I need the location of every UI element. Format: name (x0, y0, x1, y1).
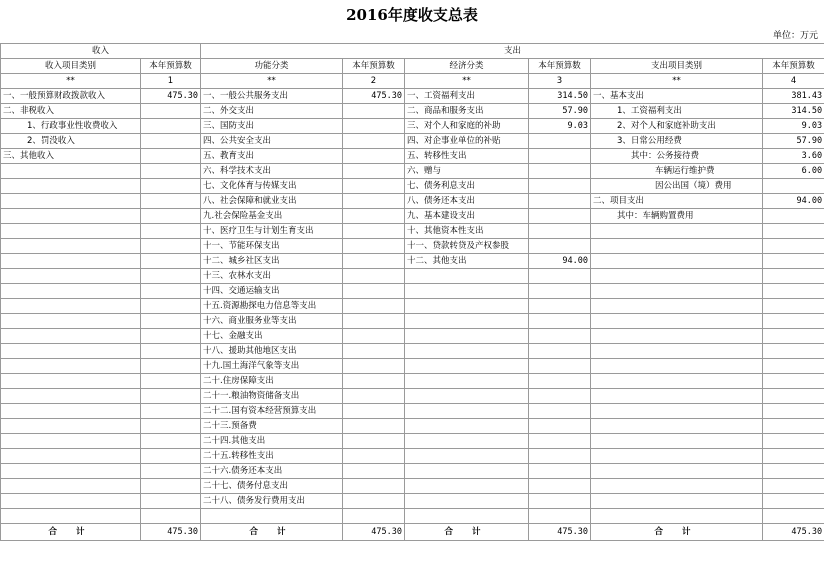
col-func-budget[interactable]: 本年预算数 (343, 59, 405, 74)
budget-cell[interactable] (141, 389, 201, 404)
table-row (1, 449, 824, 464)
category-cell[interactable] (1, 449, 141, 464)
budget-table (0, 43, 824, 541)
budget-cell[interactable] (529, 269, 591, 284)
budget-cell[interactable]: 475.30 (343, 89, 405, 104)
table-row (1, 434, 824, 449)
page-title: 2016年度收支总表 (346, 6, 478, 24)
category-cell[interactable] (1, 479, 141, 494)
budget-cell[interactable] (529, 449, 591, 464)
category-cell[interactable]: 十、医疗卫生与计划生育支出 (201, 224, 343, 239)
budget-cell[interactable] (343, 404, 405, 419)
category-cell[interactable]: 其中：车辆购置费用 (591, 209, 763, 224)
budget-cell[interactable] (763, 464, 824, 479)
category-cell[interactable]: 一、一般预算财政拨款收入 (1, 89, 141, 104)
budget-cell[interactable] (343, 254, 405, 269)
budget-cell[interactable] (141, 254, 201, 269)
budget-cell[interactable] (343, 464, 405, 479)
index-cell[interactable]: ** (591, 74, 763, 89)
category-cell[interactable] (405, 344, 529, 359)
category-cell[interactable] (591, 329, 763, 344)
budget-cell[interactable] (529, 344, 591, 359)
budget-cell[interactable] (529, 314, 591, 329)
budget-cell[interactable] (343, 419, 405, 434)
total-value[interactable]: 475.30 (343, 524, 405, 541)
budget-cell[interactable] (763, 479, 824, 494)
category-cell[interactable] (405, 494, 529, 509)
budget-cell[interactable] (141, 419, 201, 434)
total-label[interactable]: 合 计 (1, 524, 141, 541)
category-cell[interactable] (405, 449, 529, 464)
total-row (1, 524, 824, 541)
category-cell[interactable] (1, 254, 141, 269)
col-econ[interactable]: 经济分类 (405, 59, 529, 74)
table-row (1, 299, 824, 314)
table-row (1, 194, 824, 209)
budget-cell[interactable] (343, 224, 405, 239)
budget-cell[interactable] (529, 359, 591, 374)
budget-cell[interactable] (343, 164, 405, 179)
budget-cell[interactable] (763, 494, 824, 509)
category-cell[interactable] (591, 224, 763, 239)
category-cell[interactable] (1, 389, 141, 404)
budget-cell[interactable] (343, 389, 405, 404)
index-cell[interactable]: ** (1, 74, 141, 89)
budget-cell[interactable] (343, 179, 405, 194)
budget-cell[interactable] (529, 209, 591, 224)
budget-cell[interactable] (763, 299, 824, 314)
category-cell[interactable] (405, 479, 529, 494)
budget-cell[interactable] (141, 434, 201, 449)
index-cell[interactable]: 3 (529, 74, 591, 89)
total-label[interactable]: 合 计 (201, 524, 343, 541)
category-cell[interactable]: 八、债务还本支出 (405, 194, 529, 209)
budget-cell[interactable] (529, 374, 591, 389)
category-cell[interactable]: 二十七、债务付息支出 (201, 479, 343, 494)
budget-cell[interactable] (343, 119, 405, 134)
budget-cell[interactable] (529, 464, 591, 479)
category-cell[interactable] (405, 299, 529, 314)
total-value[interactable]: 475.30 (141, 524, 201, 541)
budget-cell[interactable] (343, 149, 405, 164)
category-cell[interactable]: 三、其他收入 (1, 149, 141, 164)
budget-cell[interactable] (529, 479, 591, 494)
budget-cell[interactable] (529, 404, 591, 419)
budget-cell[interactable] (141, 239, 201, 254)
budget-cell[interactable] (141, 134, 201, 149)
category-cell[interactable]: 二十六.债务还本支出 (201, 464, 343, 479)
category-cell[interactable]: 三、对个人和家庭的补助 (405, 119, 529, 134)
category-cell[interactable]: 十六、商业服务业等支出 (201, 314, 343, 329)
category-cell[interactable]: 四、对企事业单位的补贴 (405, 134, 529, 149)
category-cell[interactable] (1, 509, 141, 524)
category-cell[interactable] (1, 374, 141, 389)
col-exp-budget[interactable]: 本年预算数 (763, 59, 824, 74)
table-row (1, 239, 824, 254)
budget-cell[interactable] (763, 434, 824, 449)
table-row (1, 314, 824, 329)
category-cell[interactable]: 六、科学技术支出 (201, 164, 343, 179)
budget-cell[interactable] (763, 179, 824, 194)
category-cell[interactable] (591, 494, 763, 509)
budget-cell[interactable] (763, 389, 824, 404)
category-cell[interactable] (591, 314, 763, 329)
category-cell[interactable]: 七、债务利息支出 (405, 179, 529, 194)
category-cell[interactable]: 十五.资源勘探电力信息等支出 (201, 299, 343, 314)
budget-cell[interactable] (763, 449, 824, 464)
budget-cell[interactable] (141, 179, 201, 194)
budget-cell[interactable] (343, 359, 405, 374)
budget-cell[interactable] (343, 209, 405, 224)
budget-cell[interactable] (141, 374, 201, 389)
table-row (1, 359, 824, 374)
category-cell[interactable] (1, 434, 141, 449)
category-cell[interactable] (1, 314, 141, 329)
category-cell[interactable]: 二、非税收入 (1, 104, 141, 119)
category-cell[interactable] (1, 404, 141, 419)
category-cell[interactable]: 1、工资福利支出 (591, 104, 763, 119)
table-row (1, 344, 824, 359)
budget-cell[interactable] (529, 509, 591, 524)
budget-cell[interactable] (529, 179, 591, 194)
table-row (1, 119, 824, 134)
budget-cell[interactable] (763, 344, 824, 359)
budget-cell[interactable] (343, 269, 405, 284)
table-row (1, 509, 824, 524)
index-row (1, 74, 824, 89)
budget-cell[interactable] (141, 104, 201, 119)
budget-cell[interactable] (763, 314, 824, 329)
category-cell[interactable]: 十二、城乡社区支出 (201, 254, 343, 269)
category-cell[interactable]: 2、对个人和家庭补助支出 (591, 119, 763, 134)
category-cell[interactable] (1, 269, 141, 284)
budget-cell[interactable] (343, 374, 405, 389)
budget-cell[interactable] (141, 479, 201, 494)
category-cell[interactable]: 一、基本支出 (591, 89, 763, 104)
budget-cell[interactable] (141, 299, 201, 314)
budget-cell[interactable] (529, 134, 591, 149)
budget-cell[interactable] (141, 224, 201, 239)
category-cell[interactable] (1, 284, 141, 299)
budget-cell[interactable] (141, 464, 201, 479)
category-cell[interactable]: 十一、贷款转贷及产权参股 (405, 239, 529, 254)
index-cell[interactable]: ** (405, 74, 529, 89)
category-cell[interactable] (591, 434, 763, 449)
category-cell[interactable] (201, 509, 343, 524)
category-cell[interactable] (591, 509, 763, 524)
index-cell[interactable]: 2 (343, 74, 405, 89)
category-cell[interactable]: 六、赠与 (405, 164, 529, 179)
income-header[interactable]: 收入 (1, 44, 201, 59)
budget-cell[interactable] (343, 104, 405, 119)
total-value[interactable]: 475.30 (763, 524, 824, 541)
category-cell[interactable] (405, 374, 529, 389)
table-row (1, 374, 824, 389)
category-cell[interactable]: 五、教育支出 (201, 149, 343, 164)
category-cell[interactable]: 一、一般公共服务支出 (201, 89, 343, 104)
budget-cell[interactable] (141, 164, 201, 179)
budget-cell[interactable] (141, 314, 201, 329)
budget-cell[interactable] (763, 224, 824, 239)
category-cell[interactable] (1, 344, 141, 359)
table-row (1, 104, 824, 119)
budget-cell[interactable]: 314.50 (529, 89, 591, 104)
budget-cell[interactable] (763, 419, 824, 434)
budget-cell[interactable]: 475.30 (141, 89, 201, 104)
section-header-row (1, 44, 824, 59)
budget-cell[interactable] (763, 254, 824, 269)
budget-cell[interactable] (529, 284, 591, 299)
category-cell[interactable] (405, 419, 529, 434)
category-cell[interactable]: 2、罚没收入 (1, 134, 141, 149)
table-row (1, 284, 824, 299)
table-row (1, 464, 824, 479)
category-cell[interactable] (1, 419, 141, 434)
category-cell[interactable] (1, 209, 141, 224)
category-cell[interactable] (1, 494, 141, 509)
col-income-cat[interactable]: 收入项目类别 (1, 59, 141, 74)
total-label[interactable]: 合 计 (591, 524, 763, 541)
table-row (1, 494, 824, 509)
table-row (1, 89, 824, 104)
budget-cell[interactable] (763, 509, 824, 524)
category-cell[interactable] (591, 464, 763, 479)
category-cell[interactable]: 十三、农林水支出 (201, 269, 343, 284)
budget-cell[interactable] (343, 494, 405, 509)
category-cell[interactable] (1, 164, 141, 179)
budget-cell[interactable] (343, 434, 405, 449)
category-cell[interactable]: 1、行政事业性收费收入 (1, 119, 141, 134)
category-cell[interactable] (405, 284, 529, 299)
index-cell[interactable]: 4 (763, 74, 824, 89)
budget-cell[interactable] (763, 284, 824, 299)
budget-cell[interactable]: 9.03 (763, 119, 824, 134)
column-header-row (1, 59, 824, 74)
budget-cell[interactable] (141, 404, 201, 419)
budget-cell[interactable] (343, 239, 405, 254)
category-cell[interactable]: 十、其他资本性支出 (405, 224, 529, 239)
budget-cell[interactable] (141, 359, 201, 374)
category-cell[interactable] (591, 254, 763, 269)
category-cell[interactable] (405, 329, 529, 344)
budget-cell[interactable] (141, 269, 201, 284)
budget-cell[interactable] (763, 359, 824, 374)
table-row (1, 329, 824, 344)
budget-cell[interactable] (343, 449, 405, 464)
category-cell[interactable] (591, 299, 763, 314)
budget-cell[interactable] (763, 239, 824, 254)
table-row (1, 404, 824, 419)
unit-label: 单位：万元 (772, 31, 818, 41)
budget-cell[interactable] (343, 299, 405, 314)
category-cell[interactable]: 一、工资福利支出 (405, 89, 529, 104)
table-row (1, 389, 824, 404)
budget-cell[interactable] (529, 329, 591, 344)
category-cell[interactable]: 二十.住房保障支出 (201, 374, 343, 389)
index-cell[interactable]: 1 (141, 74, 201, 89)
budget-cell[interactable] (141, 209, 201, 224)
budget-cell[interactable]: 314.50 (763, 104, 824, 119)
category-cell[interactable]: 3、日常公用经费 (591, 134, 763, 149)
col-func[interactable]: 功能分类 (201, 59, 343, 74)
category-cell[interactable] (591, 359, 763, 374)
budget-cell[interactable] (529, 434, 591, 449)
budget-cell[interactable] (343, 479, 405, 494)
category-cell[interactable]: 二、外交支出 (201, 104, 343, 119)
table-row (1, 224, 824, 239)
category-cell[interactable] (405, 389, 529, 404)
budget-cell[interactable] (343, 314, 405, 329)
category-cell[interactable]: 二十二.国有资本经营预算支出 (201, 404, 343, 419)
budget-cell[interactable] (141, 149, 201, 164)
col-econ-budget[interactable]: 本年预算数 (529, 59, 591, 74)
table-row (1, 254, 824, 269)
category-cell[interactable]: 因公出国（境）费用 (591, 179, 763, 194)
table-row (1, 269, 824, 284)
table-row (1, 209, 824, 224)
budget-cell[interactable]: 381.43 (763, 89, 824, 104)
budget-cell[interactable] (141, 344, 201, 359)
budget-cell[interactable]: 57.90 (529, 104, 591, 119)
budget-cell[interactable] (343, 509, 405, 524)
budget-cell[interactable] (343, 284, 405, 299)
budget-cell[interactable] (529, 149, 591, 164)
category-cell[interactable]: 十四、交通运输支出 (201, 284, 343, 299)
category-cell[interactable]: 十二、其他支出 (405, 254, 529, 269)
category-cell[interactable] (591, 269, 763, 284)
budget-cell[interactable] (343, 344, 405, 359)
table-row (1, 164, 824, 179)
category-cell[interactable]: 九.社会保险基金支出 (201, 209, 343, 224)
budget-cell[interactable] (141, 119, 201, 134)
category-cell[interactable]: 八、社会保障和就业支出 (201, 194, 343, 209)
category-cell[interactable] (405, 404, 529, 419)
category-cell[interactable] (405, 464, 529, 479)
category-cell[interactable] (405, 314, 529, 329)
budget-cell[interactable] (343, 194, 405, 209)
category-cell[interactable] (1, 224, 141, 239)
category-cell[interactable] (591, 479, 763, 494)
budget-cell[interactable] (343, 134, 405, 149)
table-row (1, 179, 824, 194)
table-row (1, 479, 824, 494)
category-cell[interactable] (1, 464, 141, 479)
category-cell[interactable]: 七、文化体育与传媒支出 (201, 179, 343, 194)
budget-cell[interactable] (763, 209, 824, 224)
budget-cell[interactable] (763, 374, 824, 389)
table-row (1, 419, 824, 434)
category-cell[interactable]: 九、基本建设支出 (405, 209, 529, 224)
budget-cell[interactable] (529, 494, 591, 509)
budget-cell[interactable]: 6.00 (763, 164, 824, 179)
category-cell[interactable] (591, 374, 763, 389)
total-value[interactable]: 475.30 (529, 524, 591, 541)
category-cell[interactable]: 车辆运行维护费 (591, 164, 763, 179)
budget-cell[interactable]: 94.00 (529, 254, 591, 269)
budget-cell[interactable] (529, 239, 591, 254)
budget-cell[interactable] (529, 299, 591, 314)
category-cell[interactable]: 二十四.其他支出 (201, 434, 343, 449)
category-cell[interactable]: 三、国防支出 (201, 119, 343, 134)
category-cell[interactable] (1, 194, 141, 209)
category-cell[interactable]: 五、转移性支出 (405, 149, 529, 164)
category-cell[interactable] (405, 434, 529, 449)
budget-cell[interactable] (763, 269, 824, 284)
category-cell[interactable] (405, 359, 529, 374)
category-cell[interactable] (591, 239, 763, 254)
budget-cell[interactable] (141, 194, 201, 209)
budget-cell[interactable]: 94.00 (763, 194, 824, 209)
category-cell[interactable] (591, 389, 763, 404)
category-cell[interactable] (591, 344, 763, 359)
category-cell[interactable]: 二、项目支出 (591, 194, 763, 209)
category-cell[interactable] (1, 299, 141, 314)
budget-cell[interactable] (763, 404, 824, 419)
budget-cell[interactable] (763, 329, 824, 344)
budget-cell[interactable] (141, 449, 201, 464)
category-cell[interactable] (1, 239, 141, 254)
category-cell[interactable]: 十一、节能环保支出 (201, 239, 343, 254)
category-cell[interactable]: 四、公共安全支出 (201, 134, 343, 149)
col-exp-item[interactable]: 支出项目类别 (591, 59, 763, 74)
budget-cell[interactable] (529, 389, 591, 404)
category-cell[interactable]: 其中：公务接待费 (591, 149, 763, 164)
budget-cell[interactable]: 9.03 (529, 119, 591, 134)
category-cell[interactable] (1, 179, 141, 194)
category-cell[interactable] (591, 284, 763, 299)
budget-cell[interactable] (343, 329, 405, 344)
category-cell[interactable]: 十九.国土海洋气象等支出 (201, 359, 343, 374)
category-cell[interactable] (1, 359, 141, 374)
category-cell[interactable]: 二十一.粮油物资储备支出 (201, 389, 343, 404)
budget-cell[interactable] (141, 329, 201, 344)
category-cell[interactable] (405, 269, 529, 284)
category-cell[interactable]: 二十三.预备费 (201, 419, 343, 434)
category-cell[interactable] (1, 329, 141, 344)
table-row (1, 134, 824, 149)
category-cell[interactable]: 二、商品和服务支出 (405, 104, 529, 119)
table-row (1, 149, 824, 164)
budget-cell[interactable] (141, 494, 201, 509)
budget-cell[interactable]: 3.60 (763, 149, 824, 164)
budget-cell[interactable] (529, 419, 591, 434)
category-cell[interactable]: 十八、援助其他地区支出 (201, 344, 343, 359)
total-label[interactable]: 合 计 (405, 524, 529, 541)
category-cell[interactable] (405, 509, 529, 524)
budget-cell[interactable] (141, 509, 201, 524)
category-cell[interactable]: 二十五.转移性支出 (201, 449, 343, 464)
budget-cell[interactable] (529, 194, 591, 209)
category-cell[interactable]: 十七、金融支出 (201, 329, 343, 344)
category-cell[interactable] (591, 449, 763, 464)
budget-cell[interactable] (529, 224, 591, 239)
index-cell[interactable]: ** (201, 74, 343, 89)
category-cell[interactable] (591, 404, 763, 419)
category-cell[interactable]: 二十八、债务发行费用支出 (201, 494, 343, 509)
expense-header[interactable]: 支出 (201, 44, 824, 59)
budget-cell[interactable] (141, 284, 201, 299)
col-income-budget[interactable]: 本年预算数 (141, 59, 201, 74)
category-cell[interactable] (591, 419, 763, 434)
budget-cell[interactable] (529, 164, 591, 179)
budget-cell[interactable]: 57.90 (763, 134, 824, 149)
